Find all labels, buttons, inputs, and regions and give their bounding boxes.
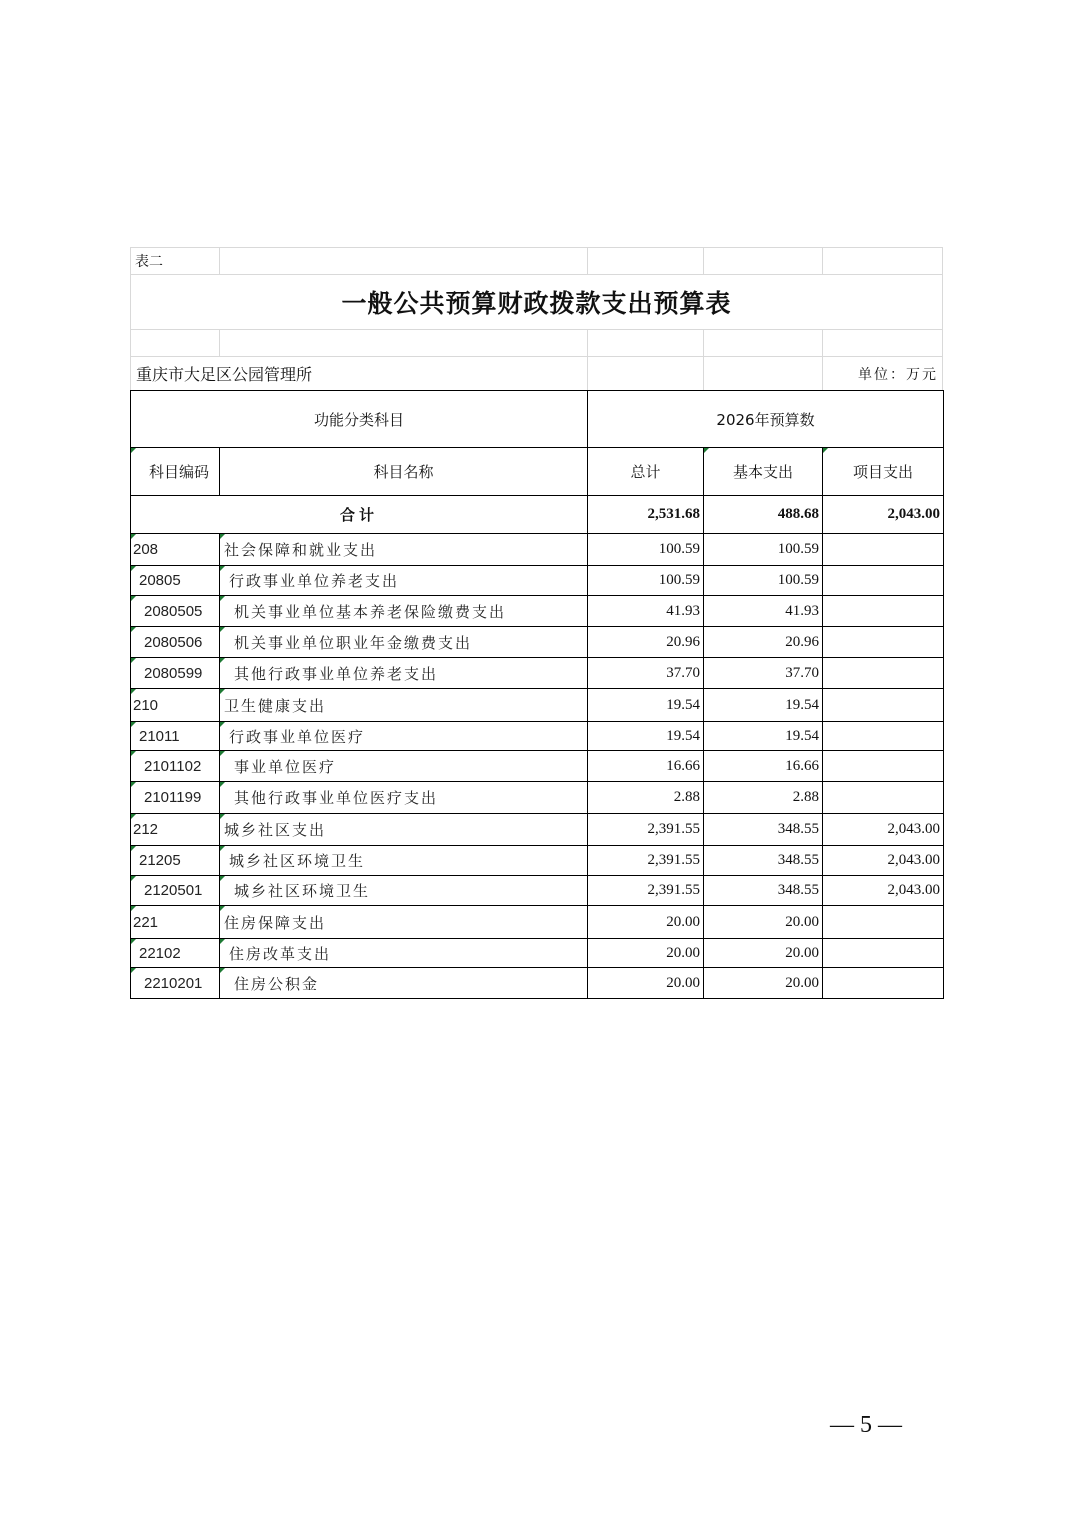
row-code: 20805 bbox=[131, 566, 220, 596]
unit-label: 单位：万元 bbox=[858, 366, 938, 383]
header-project: 项目支出 bbox=[823, 448, 944, 496]
row-name: 住房公积金 bbox=[220, 968, 588, 999]
row-name: 城乡社区支出 bbox=[220, 814, 588, 846]
row-basic: 16.66 bbox=[704, 751, 823, 782]
row-basic: 100.59 bbox=[704, 566, 823, 596]
table-row bbox=[131, 906, 944, 939]
row-code: 208 bbox=[131, 534, 220, 566]
row-project bbox=[823, 658, 944, 689]
org-row bbox=[130, 356, 943, 390]
row-basic: 348.55 bbox=[704, 876, 823, 906]
row-basic: 348.55 bbox=[704, 846, 823, 876]
totals-project: 2,043.00 bbox=[823, 496, 944, 534]
row-name: 卫生健康支出 bbox=[220, 689, 588, 722]
row-code: 2210201 bbox=[131, 968, 220, 999]
row-name: 行政事业单位养老支出 bbox=[220, 566, 588, 596]
table-row bbox=[131, 782, 944, 814]
row-code: 2101102 bbox=[131, 751, 220, 782]
row-name: 住房改革支出 bbox=[220, 939, 588, 968]
row-code: 212 bbox=[131, 814, 220, 846]
row-name: 机关事业单位职业年金缴费支出 bbox=[220, 627, 588, 658]
row-total: 100.59 bbox=[588, 566, 704, 596]
row-name: 行政事业单位医疗 bbox=[220, 722, 588, 751]
row-total: 41.93 bbox=[588, 596, 704, 627]
row-code: 22102 bbox=[131, 939, 220, 968]
header-budget-year: 2026年预算数 bbox=[588, 391, 944, 448]
table-row bbox=[131, 566, 944, 596]
header-total: 总计 bbox=[588, 448, 704, 496]
spacer-row bbox=[130, 329, 943, 356]
row-name: 社会保障和就业支出 bbox=[220, 534, 588, 566]
label-row bbox=[130, 247, 943, 274]
row-code: 2080505 bbox=[131, 596, 220, 627]
row-code: 2080599 bbox=[131, 658, 220, 689]
table-row bbox=[131, 534, 944, 566]
row-total: 20.00 bbox=[588, 968, 704, 999]
row-project: 2,043.00 bbox=[823, 876, 944, 906]
totals-label: 合计 bbox=[131, 496, 588, 534]
table-label: 表二 bbox=[135, 254, 163, 270]
row-code: 210 bbox=[131, 689, 220, 722]
row-code: 21011 bbox=[131, 722, 220, 751]
row-project bbox=[823, 596, 944, 627]
row-basic: 19.54 bbox=[704, 722, 823, 751]
table-row bbox=[131, 939, 944, 968]
header-row-2 bbox=[131, 448, 944, 496]
totals-basic: 488.68 bbox=[704, 496, 823, 534]
table-row bbox=[131, 658, 944, 689]
table-row bbox=[131, 627, 944, 658]
row-total: 19.54 bbox=[588, 689, 704, 722]
row-project bbox=[823, 689, 944, 722]
header-code-text: 科目编码 bbox=[149, 462, 210, 481]
row-name: 机关事业单位基本养老保险缴费支出 bbox=[220, 596, 588, 627]
row-project: 2,043.00 bbox=[823, 846, 944, 876]
row-project bbox=[823, 534, 944, 566]
row-project bbox=[823, 906, 944, 939]
header-row-1 bbox=[131, 391, 944, 448]
row-project bbox=[823, 751, 944, 782]
row-name: 其他行政事业单位养老支出 bbox=[220, 658, 588, 689]
table-row bbox=[131, 968, 944, 999]
row-total: 19.54 bbox=[588, 722, 704, 751]
table-row bbox=[131, 814, 944, 846]
row-name: 城乡社区环境卫生 bbox=[220, 876, 588, 906]
row-name: 事业单位医疗 bbox=[220, 751, 588, 782]
table-row bbox=[131, 722, 944, 751]
row-name: 其他行政事业单位医疗支出 bbox=[220, 782, 588, 814]
row-project: 2,043.00 bbox=[823, 814, 944, 846]
table-row bbox=[131, 876, 944, 906]
row-name: 城乡社区环境卫生 bbox=[220, 846, 588, 876]
budget-table bbox=[130, 390, 944, 999]
totals-row bbox=[131, 496, 944, 534]
totals-total: 2,531.68 bbox=[588, 496, 704, 534]
organization-name: 重庆市大足区公园管理所 bbox=[136, 365, 313, 384]
row-total: 37.70 bbox=[588, 658, 704, 689]
row-code: 21205 bbox=[131, 846, 220, 876]
row-code: 2101199 bbox=[131, 782, 220, 814]
row-basic: 37.70 bbox=[704, 658, 823, 689]
header-basic: 基本支出 bbox=[704, 448, 823, 496]
row-basic: 2.88 bbox=[704, 782, 823, 814]
row-basic: 20.00 bbox=[704, 939, 823, 968]
row-total: 20.00 bbox=[588, 906, 704, 939]
row-basic: 20.00 bbox=[704, 906, 823, 939]
page-title: 一般公共预算财政拨款支出预算表 bbox=[341, 289, 732, 318]
header-function-category: 功能分类科目 bbox=[131, 391, 588, 448]
row-total: 100.59 bbox=[588, 534, 704, 566]
row-total: 2,391.55 bbox=[588, 846, 704, 876]
row-code: 2080506 bbox=[131, 627, 220, 658]
row-basic: 20.96 bbox=[704, 627, 823, 658]
row-project bbox=[823, 566, 944, 596]
title-row bbox=[130, 274, 943, 329]
budget-sheet bbox=[130, 247, 943, 999]
row-project bbox=[823, 939, 944, 968]
row-code: 2120501 bbox=[131, 876, 220, 906]
row-basic: 20.00 bbox=[704, 968, 823, 999]
row-project bbox=[823, 782, 944, 814]
row-name: 住房保障支出 bbox=[220, 906, 588, 939]
row-total: 20.00 bbox=[588, 939, 704, 968]
row-project bbox=[823, 722, 944, 751]
row-basic: 41.93 bbox=[704, 596, 823, 627]
table-row bbox=[131, 689, 944, 722]
row-total: 2,391.55 bbox=[588, 876, 704, 906]
table-row bbox=[131, 846, 944, 876]
row-basic: 348.55 bbox=[704, 814, 823, 846]
table-row bbox=[131, 751, 944, 782]
row-project bbox=[823, 627, 944, 658]
header-name: 科目名称 bbox=[220, 448, 588, 496]
row-basic: 100.59 bbox=[704, 534, 823, 566]
row-total: 16.66 bbox=[588, 751, 704, 782]
row-code: 221 bbox=[131, 906, 220, 939]
row-total: 2.88 bbox=[588, 782, 704, 814]
row-basic: 19.54 bbox=[704, 689, 823, 722]
page-number: — 5 — bbox=[830, 1412, 902, 1438]
header-code bbox=[131, 448, 220, 496]
row-total: 20.96 bbox=[588, 627, 704, 658]
table-row bbox=[131, 596, 944, 627]
row-total: 2,391.55 bbox=[588, 814, 704, 846]
row-project bbox=[823, 968, 944, 999]
